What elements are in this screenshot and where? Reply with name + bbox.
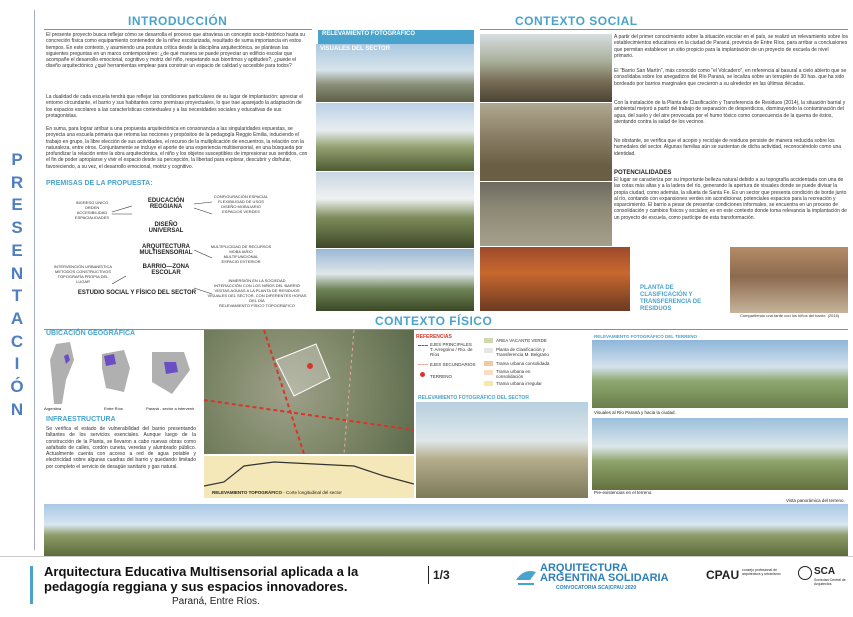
photo-fisico-sector bbox=[416, 402, 588, 498]
aerial-map bbox=[204, 330, 414, 454]
sca-logo-icon bbox=[798, 566, 812, 580]
infra-p: Se verifica el estado de vulnerabilidad del barrio presentando faltantes de los servicios esenciales. Aunque luego de la construcción de la Planta, se llevaron a cabo nuevas obras como asfaltado de calles, cordón cuneta, veredas y alumbrado público. Actualmente cuenta con acceso a red de agua potable y electricidad sobre algunas cuadras del barrio y quedando limitado por completo el servicio de desagüe sanitario y gas natural. bbox=[46, 426, 196, 470]
intro-header: INTRODUCCIÓN bbox=[128, 14, 228, 28]
footer-bar-left bbox=[30, 566, 33, 604]
planta-caption: PLANTA DE CLASIFICACIÓN Y TRANSFERENCIA DE RESIDUOS bbox=[640, 285, 702, 312]
potencialidades-title: POTENCIALIDADES bbox=[614, 170, 672, 176]
brand-convocatoria: CONVOCATORIA SCA|CPAU 2020 bbox=[556, 585, 637, 591]
brand-line2: ARGENTINA SOLIDARIA bbox=[540, 572, 669, 584]
map-parana-highlight bbox=[164, 362, 178, 374]
aerial-overlay bbox=[204, 330, 414, 454]
premisa-estudio-right: INMERSIÓN EN LA SOCIEDAD INTERACCIÓN CON LOS NIÑOS DEL BARRIO VISITAS AGUIAS A LA PLANTA DE RESIDUOS VISUALES DEL SECTOR, CON DIFERENTES HORAS DEL DÍA RELEVAMIENTO FÍSICO TOPOGRÁFICO bbox=[207, 278, 307, 308]
photo-ninos bbox=[730, 247, 848, 313]
terreno-cap1: Visuales al Río Paraná y hacia la ciudad. bbox=[594, 410, 676, 415]
ubicacion-title: UBICACIÓN GEOGRÁFICA bbox=[46, 330, 136, 337]
premisa-barrio-left: INTERVENCIÓN URBANÍSTICA METODOS CONSTRUCTIVOS TOPOGRAFÍA PROPIA DEL LUGAR bbox=[53, 264, 113, 284]
infra-title: INFRAESTRUCTURA bbox=[46, 416, 116, 423]
legend-pin-icon bbox=[420, 372, 425, 377]
social-header: CONTEXTO SOCIAL bbox=[515, 14, 638, 28]
intro-p2: La dualidad de cada escuela tendrá que reflejar las condiciones particulares de su lugar de implantación: apreciar el entorno circundante, el barrio y sus habitantes como premisas proyectuales, lo que trae aparejado la adaptación de los espacios escolares a las características contextuales y a las necesidades sociales y educativas de sus protagonistas. bbox=[46, 94, 304, 119]
legend-terreno: TERRENO bbox=[430, 374, 453, 379]
intro-p1: El presente proyecto busca reflejar cómo se desarrolla el proceso que atraviesa un concepto socio-histórico hasta su concreción física como equipamiento contenedor de la niñez escolarizada, resultado de suma importancia en estos tiempos. En este contexto, y asumiendo una postura crítica desde la disciplina arquitectónica, se plantean las siguientes preguntas en un marco contemporáneo: ¿de qué manera se puede proyectar un edificio escolar que acompañe el desarrollo emocional, cognitivo y motriz del niño, respetando sus biorritmos y aptitudes?, ¿puede el diseño arquitectónico ¿qué herramientas emplear para construir un espacio de calidad y accesible para todos? bbox=[46, 32, 306, 70]
terreno-cap2: Pre-existencias en el terreno. bbox=[594, 490, 653, 495]
premisa-arquitectura: ARQUITECTURA MULTISENSORIAL bbox=[139, 244, 193, 256]
premisa-edu-right: CONFIGURACIÓN ESPACIAL FLEXIBILIDAD DE USOS DISEÑO MOBILIARIO ESPACIOS VERDES bbox=[213, 194, 269, 214]
intro-p3: En suma, para lograr arribar a una propuesta arquitectónica en consonancia a las singularidades expuestas, se proyecta una escuela primaria que retoma las nociones y propósitos de la pedagogía Reggio Emilia, induciendo el trabajo en grupo, la libre elección de sus actividades, el recurso de la multiplicación de encuentros, la relación con la naturaleza, entre otros. Conjuntamente se incluye el aporte de una experiencia multisensorial, en una búsqueda por profundizar la relación entre la obra arquitectónica, el niño y los objetos susceptibles de impresionar sus sentidos, con el fin de poder apropiarse y vivir el espacio desde su percepción, la libertad para explorar, descubrir y disfrutar, favoreciendo, a su vez, el desarrollo emocional, motriz y cognitivo. bbox=[46, 126, 308, 170]
side-letter: Ó bbox=[10, 377, 24, 397]
footer-title bbox=[44, 564, 424, 594]
side-divider bbox=[34, 10, 35, 550]
legend-line-principal bbox=[418, 345, 428, 347]
premisas-diagram bbox=[44, 192, 312, 310]
legend-swatch-enconsolidacion bbox=[484, 370, 493, 375]
legend-swatch-irregular bbox=[484, 381, 493, 386]
photo-residuos-2 bbox=[480, 103, 612, 181]
photo-residuos-1 bbox=[480, 34, 612, 102]
side-title bbox=[4, 150, 30, 420]
fisico-header: CONTEXTO FÍSICO bbox=[375, 314, 493, 328]
intro-underline bbox=[44, 29, 312, 30]
footer-title-line2: pedagogía reggiana y sus espacios innovadores. bbox=[44, 579, 348, 594]
photo-residuos-3 bbox=[480, 182, 612, 246]
side-letter: I bbox=[14, 354, 20, 374]
legend-ejes-secundarios: EJES SECUNDARIOS bbox=[430, 362, 476, 367]
map-label-parana: Paraná - sector a intervenir bbox=[146, 406, 195, 411]
premisas-title: PREMISAS DE LA PROPUESTA: bbox=[46, 180, 153, 187]
solidaria-logo-icon bbox=[514, 562, 538, 588]
social-p3: Con la instalación de la Planta de Clasificación y Transferencia de Residuos (2014), la situación barrial y ambiental mejoró a partir del trabajo de separación de desperdicios, disminuyendo la contaminación del agua, del suelo y del aire provocada por el humo tóxico como consecuencia de la quema de éstos, atentando contra la salud de los vecinos. bbox=[614, 100, 846, 125]
location-maps bbox=[44, 340, 204, 410]
legend-line-secundario bbox=[418, 364, 428, 366]
sca-sub: Sociedad Central de Arquitectos bbox=[814, 578, 846, 586]
side-letter: T bbox=[11, 286, 23, 306]
terreno-cap3: Vista panorámica del terreno. bbox=[786, 498, 845, 503]
topo-caption-main: RELEVAMIENTO TOPOGRÁFICO bbox=[212, 490, 283, 495]
footer-title-line1: Arquitectura Educativa Multisensorial aplicada a la bbox=[44, 564, 359, 579]
photo-sector-1 bbox=[316, 44, 474, 102]
topo-caption-sub: - Corte longitudinal del sector bbox=[283, 490, 342, 495]
photo-terreno-1 bbox=[592, 340, 848, 408]
map-label-argentina: Argentina bbox=[44, 406, 62, 411]
premisa-diseno: DISEÑO UNIVERSAL bbox=[148, 222, 184, 234]
legend-planta: Planta de Clasificación y Transferencia M. Belgrano bbox=[496, 347, 549, 357]
photo-terreno-2 bbox=[592, 418, 848, 490]
map-argentina bbox=[50, 342, 74, 404]
map-label-entrerios: Entre Ríos bbox=[104, 406, 123, 411]
legend-swatch-vacante bbox=[484, 338, 493, 343]
topo-caption bbox=[212, 490, 342, 495]
side-letter: P bbox=[11, 150, 23, 169]
premisa-educacion: EDUCACIÓN REGGIANA bbox=[147, 198, 185, 210]
side-letter: R bbox=[10, 172, 24, 192]
footer-place: Paraná, Entre Ríos. bbox=[172, 596, 260, 607]
legend-swatch-consolidada bbox=[484, 361, 493, 366]
side-letter: N bbox=[10, 399, 24, 419]
kids-caption: Compartiendo una tarde con los niños del barrio. (2016) bbox=[740, 313, 840, 318]
photo-sector-4 bbox=[316, 249, 474, 311]
relev-header: RELEVAMIENTO FOTOGRÁFICO bbox=[322, 31, 416, 37]
social-p1: A partir del primer conocimiento sobre la situación escolar en el país, se realizó un relevamiento sobre los establecimientos educativos en la ciudad de Paraná, provincia de Entre Ríos, para arribar a conclusiones que permitan establecer un sitio propicio para la implantación de un proyecto de escuela de nivel primario. bbox=[614, 34, 849, 59]
legend-swatch-planta bbox=[484, 348, 493, 353]
side-letter: E bbox=[11, 240, 23, 260]
relev-sector-title: RELEVAMIENTO FOTOGRÁFICO DEL SECTOR bbox=[418, 395, 529, 401]
legend-trama-irregular: Trama urbana irregular bbox=[496, 381, 542, 386]
cpau-logo: CPAU bbox=[706, 568, 740, 582]
topography-profile bbox=[204, 456, 414, 498]
potencialidades-p: El lugar se caracteriza por su importante belleza natural debido a su topografía accidentada con una de las cotas más altas y a la ladera del río, generando la apertura de visuales donde se puede divisar la propia ciudad, como además, la silueta de Santa Fe. Es un sector que presenta condición de borde junto al río, contando con expansiones verdes sin acondicionar, potenciales espacios para la recreación y esparcimiento. El barrio a pesar de presentar condiciones informales, se encuentra en un proceso de consolidación y cambios físicos y sociales; es en este contexto donde toma relevancia la implantación de un proyecto de escuela, como partícipe de esta transformación. bbox=[614, 177, 847, 221]
premisa-estudio: ESTUDIO SOCIAL Y FÍSICO DEL SECTOR bbox=[77, 290, 197, 296]
social-underline bbox=[480, 29, 848, 30]
brand-name bbox=[540, 563, 669, 583]
photo-panorama bbox=[44, 504, 848, 556]
premisa-barrio: BARRIO—ZONA ESCOLAR bbox=[142, 264, 190, 276]
side-letter: N bbox=[10, 263, 24, 283]
fisico-underline bbox=[44, 329, 848, 330]
side-letter: A bbox=[10, 309, 24, 329]
photo-sector-3 bbox=[316, 172, 474, 248]
photo-sector-2 bbox=[316, 103, 474, 171]
legend-trama-en-consolidacion: Trama urbana en consolidación bbox=[496, 369, 531, 379]
visuales-caption: VISUALES DEL SECTOR bbox=[320, 46, 391, 52]
premisa-edu-left: INGRESO ÚNICO ORDEN ACCESIBILIDAD ESPACIALIDADES bbox=[74, 200, 110, 220]
legend-title: REFERENCIAS bbox=[416, 334, 452, 340]
brand-line1: ARQUITECTURA bbox=[540, 562, 628, 574]
map-entrerios-highlight bbox=[104, 354, 116, 366]
legend-trama-consolidada: Trama urbana consolidada bbox=[496, 361, 550, 366]
side-letter: E bbox=[11, 195, 23, 215]
sca-logo: SCA bbox=[814, 566, 836, 577]
social-p2: El "Barrio San Martín", más conocido como "el Volcadero", en referencia al basural a cielo abierto que se consolidaba sobre los anegadizos del Río Paraná, se localiza sobre un terraplén de 30 has. que ha sido bordeado por barrios marginales que crecieron a su alrededor en las últimas décadas. bbox=[614, 68, 847, 87]
topography-line bbox=[204, 456, 414, 488]
legend-area-vacante: ÁREA VACANTE VERDE bbox=[496, 338, 547, 343]
social-p4: No obstante, se verifica que el acopio y reciclaje de residuos persiste de manera reducida sobre los humedales del sector. Algunas familias aún se sustentan de dicha actividad, reconociéndolo como una identidad. bbox=[614, 138, 842, 157]
relev-terreno-title: RELEVAMIENTO FOTOGRÁFICO DEL TERRENO bbox=[594, 334, 698, 339]
photo-planta bbox=[480, 247, 630, 311]
side-letter: S bbox=[11, 218, 23, 238]
side-letter: C bbox=[10, 331, 24, 351]
page-number: 1/3 bbox=[433, 568, 450, 582]
premisa-arq-right: MULTIPLICIDAD DE RECURSOS MOBILIARIO MULTIFUNCIONAL ESPACIO EXTERIOR bbox=[210, 244, 272, 264]
cpau-sub: consejo profesional de arquitectura y urbanismo bbox=[742, 568, 781, 576]
page-divider bbox=[428, 566, 429, 584]
legend-ejes-principales: EJES PRINCIPALES T. Arregüíno / Río. de Ríos bbox=[430, 342, 473, 357]
